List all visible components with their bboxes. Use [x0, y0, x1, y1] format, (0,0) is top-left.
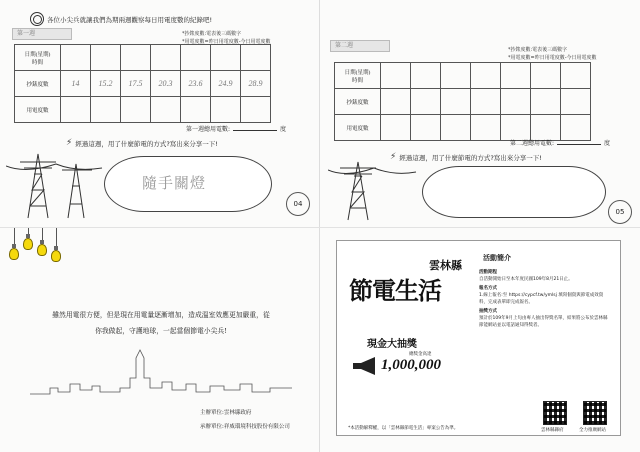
fold-line-horizontal — [0, 227, 640, 228]
section-title: 抽獎方式 — [479, 309, 497, 314]
table-cell[interactable] — [561, 63, 591, 89]
table-cell[interactable] — [241, 45, 271, 71]
megaphone-icon — [351, 355, 381, 377]
promo-county: 雲林縣 — [429, 259, 462, 272]
table-cell[interactable] — [121, 45, 151, 71]
table-cell[interactable] — [441, 63, 471, 89]
table-cell[interactable] — [441, 89, 471, 115]
table-cell[interactable] — [61, 45, 91, 71]
page-number: 05 — [608, 200, 632, 224]
week-tag: 第一週 — [12, 28, 72, 40]
label-usage: 用電度數 — [15, 97, 61, 123]
table-cell[interactable] — [121, 97, 151, 123]
question-text: 經過這週，用了什麼節電的方式?寫出來分享一下! — [75, 139, 218, 148]
table-cell[interactable] — [501, 115, 531, 141]
intro-line — [30, 12, 212, 26]
total-label: 第二週總用電數: — [510, 140, 555, 147]
table-cell[interactable] — [91, 45, 121, 71]
table-cell[interactable] — [531, 63, 561, 89]
note-reading: *抄錶度數:電表後三碼數字 — [508, 47, 568, 53]
table-cell[interactable] — [411, 63, 441, 89]
week-tag: 第二週 — [330, 40, 390, 52]
label-usage: 用電度數 — [335, 115, 381, 141]
table-cell[interactable] — [91, 97, 121, 123]
table-cell[interactable] — [211, 97, 241, 123]
reading-cell[interactable]: 20.3 — [151, 71, 181, 97]
table-cell[interactable] — [471, 63, 501, 89]
spiral-icon — [30, 12, 44, 26]
reading-cell[interactable]: 15.2 — [91, 71, 121, 97]
lightbulb-icon — [9, 248, 19, 260]
reading-cell[interactable]: 14 — [61, 71, 91, 97]
power-tower-icon — [6, 144, 106, 220]
total-blank[interactable] — [557, 144, 601, 145]
promo-flyer — [336, 240, 621, 436]
table-cell[interactable] — [61, 97, 91, 123]
lightning-icon: ⚡ — [66, 138, 73, 148]
table-row — [15, 45, 271, 71]
page-number: 04 — [286, 192, 310, 216]
note-usage: *用電度數=昨日用電度數-今日用電度數 — [508, 55, 597, 61]
lightbulb-icon — [37, 244, 47, 256]
section-text: 自活動開始日至本年度民國109年8月21日止。 — [479, 277, 573, 282]
promo-title: 節電生活 — [349, 276, 441, 305]
table-row — [335, 89, 591, 115]
table-cell[interactable] — [561, 115, 591, 141]
usage-table-week1 — [14, 44, 271, 123]
total-unit: 度 — [604, 140, 611, 147]
info-heading: 活動簡介 — [483, 254, 511, 262]
label-reading: 抄錶度數 — [15, 71, 61, 97]
section-title: 活動期程 — [479, 270, 497, 275]
label-date: 日期(星期) — [344, 69, 371, 76]
qr-label: 雲林縣縣府 — [541, 428, 564, 433]
note-usage: *用電度數=昨日用電度數-今日用電度數 — [182, 39, 271, 45]
table-cell[interactable] — [411, 89, 441, 115]
table-cell[interactable] — [151, 97, 181, 123]
table-cell[interactable] — [241, 97, 271, 123]
qr-label: 全力推廣網站 — [579, 428, 606, 433]
table-cell[interactable] — [501, 63, 531, 89]
table-cell[interactable] — [381, 89, 411, 115]
usage-table-week2 — [334, 62, 591, 141]
table-row — [15, 71, 271, 97]
info-sections — [479, 267, 611, 329]
power-tower-icon — [328, 154, 418, 222]
table-cell[interactable] — [531, 115, 561, 141]
label-time: 時間 — [351, 77, 363, 84]
total-unit: 度 — [280, 126, 287, 133]
table-row — [15, 97, 271, 123]
reading-cell[interactable]: 17.5 — [121, 71, 151, 97]
table-row — [335, 63, 591, 89]
table-cell[interactable] — [441, 115, 471, 141]
table-cell[interactable] — [381, 115, 411, 141]
fold-line-vertical — [319, 0, 320, 452]
total-blank[interactable] — [233, 130, 277, 131]
table-cell[interactable] — [471, 115, 501, 141]
lightbulb-icon — [23, 238, 33, 250]
table-header — [15, 45, 61, 71]
note-reading: *抄錶度數:電表後三碼數字 — [182, 31, 242, 37]
question-text: 經過這週，用了什麼節電的方式?寫出來分享一下! — [399, 153, 542, 162]
label-time: 時間 — [31, 59, 43, 66]
intro-text: 各位小尖兵就讓我們為期兩週觀察每日用電度數的紀錄吧! — [47, 15, 213, 24]
reading-cell[interactable]: 23.6 — [181, 71, 211, 97]
table-cell[interactable] — [531, 89, 561, 115]
label-reading: 抄錶度數 — [335, 89, 381, 115]
table-cell[interactable] — [471, 89, 501, 115]
table-cell[interactable] — [181, 97, 211, 123]
week2-total — [510, 138, 610, 147]
slogan-line-2: 你我做起，守護地球，一起當個節電小尖兵! — [95, 327, 227, 335]
bulb-cord — [56, 228, 57, 248]
promo-banner: 現金大抽獎 — [367, 339, 417, 350]
label-date: 日期(星期) — [24, 51, 51, 58]
reading-cell[interactable]: 24.9 — [211, 71, 241, 97]
prize-amount: 1,000,000 — [381, 357, 441, 373]
prize-label: 總獎金高達 — [409, 352, 432, 357]
table-cell[interactable] — [181, 45, 211, 71]
answer-cloud[interactable] — [422, 166, 606, 218]
total-label: 第一週總用電數: — [186, 126, 231, 133]
lightbulb-icon — [51, 250, 61, 262]
table-header — [335, 63, 381, 89]
notes — [508, 46, 597, 62]
section-title: 報名方式 — [479, 286, 497, 291]
section-text: 預計於109年9月上旬由專人抽出得獎名單，結果將公布於雲林縣節能網站並以電話通知得獎者。 — [479, 316, 608, 328]
organizer: 主辦單位:雲林縣政府 — [200, 410, 252, 416]
table-row — [335, 115, 591, 141]
week1-total — [186, 124, 286, 133]
cloud-answer: 隨手關燈 — [142, 174, 207, 192]
qr-code-icon[interactable] — [543, 401, 567, 425]
table-cell[interactable] — [151, 45, 181, 71]
table-cell[interactable] — [411, 115, 441, 141]
qr-code-icon[interactable] — [583, 401, 607, 425]
table-cell[interactable] — [561, 89, 591, 115]
lightning-icon: ⚡ — [390, 152, 397, 162]
slogan-line-1: 雖然用電很方便，但是現在用電量逐漸增加，造成溫室效應更加嚴重，從 — [52, 311, 270, 319]
city-skyline — [30, 348, 292, 396]
reading-cell[interactable]: 28.9 — [241, 71, 271, 97]
promo-footnote: *本活動解釋權，以「雲林縣節電生活」專案公告為準。 — [348, 426, 459, 431]
table-cell[interactable] — [501, 89, 531, 115]
table-cell[interactable] — [211, 45, 241, 71]
section-text: 1.線上報名:至 https://cypcf.tw/ymlsj 填寫個資與節電成效資料，完成表單即完成報名。 — [479, 293, 604, 305]
executor: 承辦單位:祥威環境科技股份有限公司 — [200, 424, 290, 430]
table-cell[interactable] — [381, 63, 411, 89]
